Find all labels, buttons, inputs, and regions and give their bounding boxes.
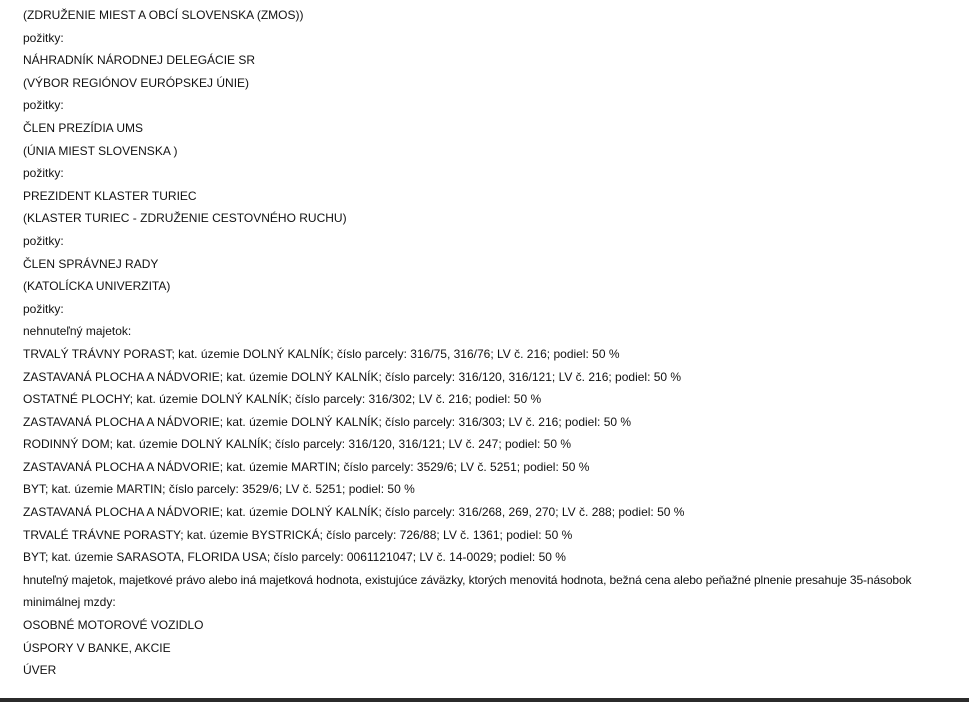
organization-name: (ÚNIA MIEST SLOVENSKA ): [23, 143, 178, 158]
property-entry: BYT; kat. územie SARASOTA, FLORIDA USA; číslo parcely: 0061121047; LV č. 14-0029; podiel: 50 %: [23, 550, 566, 565]
benefits-label: požitky:: [23, 98, 64, 113]
movable-assets-heading: hnuteľný majetok, majetkové právo alebo iná majetková hodnota, existujúce záväzky, ktorých menovitá hodnota, bežná cena alebo peňažné plnenie presahuje 35-násobok: [23, 572, 912, 587]
benefits-label: požitky:: [23, 233, 64, 248]
organization-name: (KATOLÍCKA UNIVERZITA): [23, 279, 171, 294]
organization-zmos: (ZDRUŽENIE MIEST A OBCÍ SLOVENSKA (ZMOS)): [23, 8, 304, 22]
asset-item: ÚVER: [23, 663, 57, 678]
property-entry: BYT; kat. územie MARTIN; číslo parcely: 3529/6; LV č. 5251; podiel: 50 %: [23, 482, 415, 497]
property-entry: TRVALÝ TRÁVNY PORAST; kat. územie DOLNÝ KALNÍK; číslo parcely: 316/75, 316/76; LV č. 216; podiel: 50 %: [23, 346, 620, 361]
organization-name: (VÝBOR REGIÓNOV EURÓPSKEJ ÚNIE): [23, 75, 250, 90]
organization-name: (KLASTER TURIEC - ZDRUŽENIE CESTOVNÉHO RUCHU): [23, 211, 347, 226]
benefits-label: požitky:: [23, 301, 64, 316]
benefits-label: požitky:: [23, 30, 64, 45]
position-title: PREZIDENT KLASTER TURIEC: [23, 188, 197, 203]
property-entry: ZASTAVANÁ PLOCHA A NÁDVORIE; kat. územie DOLNÝ KALNÍK; číslo parcely: 316/303; LV č. 216; podiel: 50 %: [23, 414, 632, 429]
property-entry: OSTATNÉ PLOCHY; kat. územie DOLNÝ KALNÍK; číslo parcely: 316/302; LV č. 216; podiel: 50 %: [23, 392, 542, 407]
property-entry: ZASTAVANÁ PLOCHA A NÁDVORIE; kat. územie MARTIN; číslo parcely: 3529/6; LV č. 5251; podiel: 50 %: [23, 459, 590, 474]
asset-item: OSOBNÉ MOTOROVÉ VOZIDLO: [23, 618, 204, 633]
asset-item: ÚSPORY V BANKE, AKCIE: [23, 640, 171, 655]
position-title: NÁHRADNÍK NÁRODNEJ DELEGÁCIE SR: [23, 53, 256, 68]
property-entry: ZASTAVANÁ PLOCHA A NÁDVORIE; kat. územie DOLNÝ KALNÍK; číslo parcely: 316/120, 316/121; LV č. 216; podiel: 50 %: [23, 369, 682, 384]
declaration-document: [23, 4, 967, 682]
property-entry: TRVALÉ TRÁVNE PORASTY; kat. územie BYSTRICKÁ; číslo parcely: 726/88; LV č. 1361; podiel: 50 %: [23, 527, 573, 542]
position-title: ČLEN PREZÍDIA UMS: [23, 120, 144, 135]
real-estate-heading: nehnuteľný majetok:: [23, 324, 132, 339]
property-entry: RODINNÝ DOM; kat. územie DOLNÝ KALNÍK; číslo parcely: 316/120, 316/121; LV č. 247; podiel: 50 %: [23, 437, 572, 452]
bottom-edge-divider: [0, 698, 969, 702]
movable-assets-heading-cont: minimálnej mzdy:: [23, 595, 116, 610]
position-title: ČLEN SPRÁVNEJ RADY: [23, 256, 159, 271]
benefits-label: požitky:: [23, 166, 64, 181]
property-entry: ZASTAVANÁ PLOCHA A NÁDVORIE; kat. územie DOLNÝ KALNÍK; číslo parcely: 316/268, 269, 270; LV č. 288; podiel: 50 %: [23, 505, 685, 520]
